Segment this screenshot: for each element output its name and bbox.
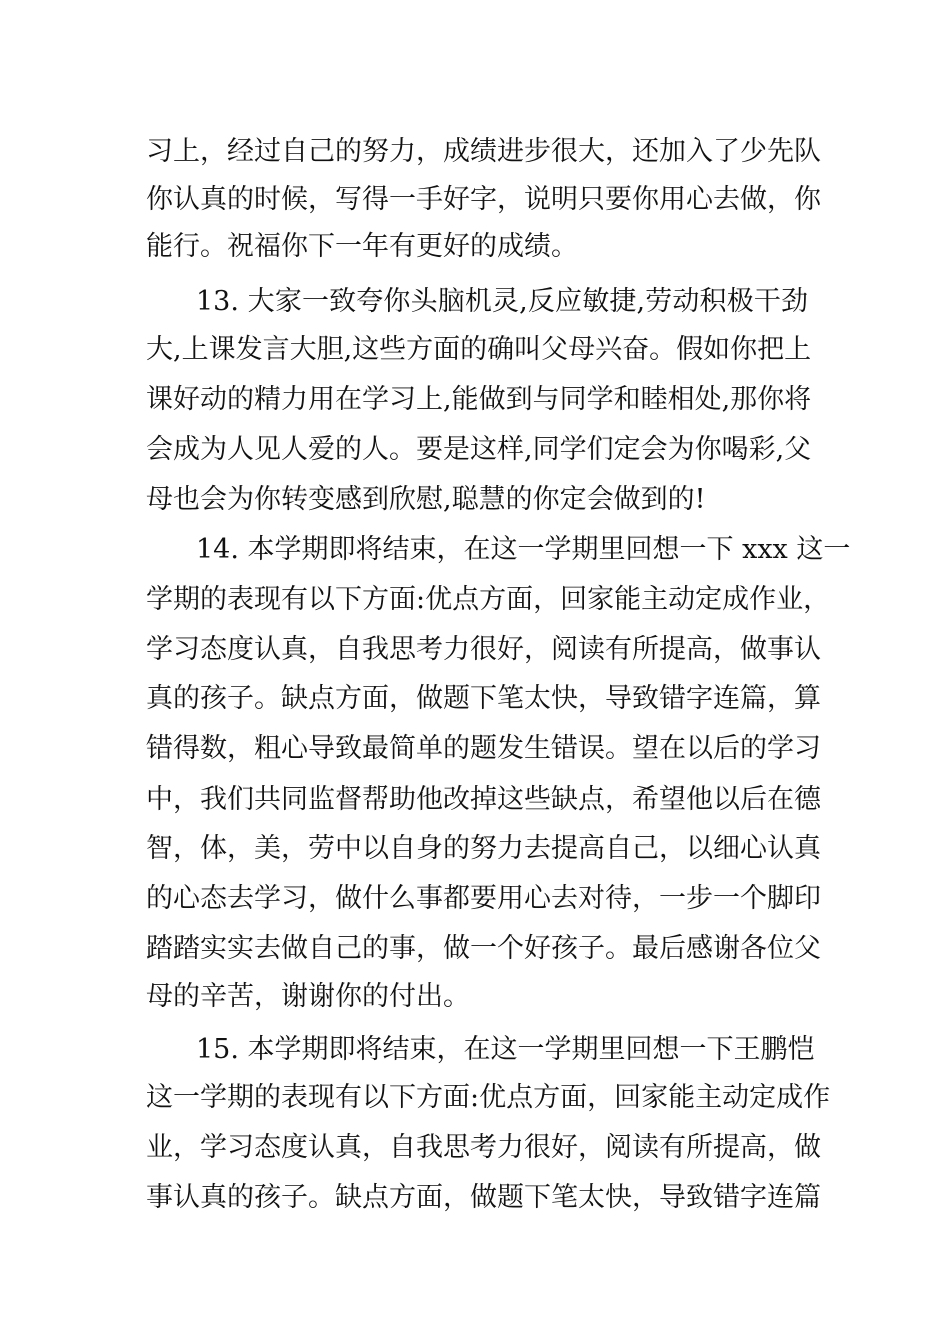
text-line-15: 智，体，美，劳中以自身的努力去提高自己，以细心认真 bbox=[146, 833, 821, 864]
text-line-16: 的心态去学习，做什么事都要用心去对待，一步一个脚印 bbox=[146, 883, 821, 914]
text-line-7: 会成为人见人爱的人。要是这样,同学们定会为你喝彩,父 bbox=[146, 434, 812, 465]
text-line-4: 13. 大家一致夸你头脑机灵,反应敏捷,劳动积极干劲 bbox=[196, 286, 808, 317]
text-line-12: 真的孩子。缺点方面，做题下笔太快，导致错字连篇，算 bbox=[146, 683, 821, 714]
text-line-11: 学习态度认真，自我思考力很好，阅读有所提高，做事认 bbox=[146, 634, 821, 665]
text-line-10: 学期的表现有以下方面:优点方面，回家能主动定成作业， bbox=[146, 584, 831, 615]
text-line-17: 踏踏实实去做自己的事，做一个好孩子。最后感谢各位父 bbox=[146, 933, 821, 964]
text-line-8: 母也会为你转变感到欣慰,聪慧的你定会做到的! bbox=[146, 484, 706, 515]
text-line-18: 母的辛苦，谢谢你的付出。 bbox=[146, 981, 470, 1012]
text-line-5: 大,上课发言大胆,这些方面的确叫父母兴奋。假如你把上 bbox=[146, 334, 812, 365]
text-line-9: 14. 本学期即将结束，在这一学期里回想一下 xxx 这一 bbox=[196, 534, 851, 565]
text-line-22: 事认真的孩子。缺点方面，做题下笔太快，导致错字连篇 bbox=[146, 1182, 821, 1213]
text-line-21: 业，学习态度认真，自我思考力很好，阅读有所提高，做 bbox=[146, 1132, 821, 1163]
text-line-6: 课好动的精力用在学习上,能做到与同学和睦相处,那你将 bbox=[146, 384, 812, 415]
text-line-20: 这一学期的表现有以下方面:优点方面，回家能主动定成作 bbox=[146, 1082, 831, 1113]
text-line-3: 能行。祝福你下一年有更好的成绩。 bbox=[146, 231, 578, 262]
text-line-14: 中，我们共同监督帮助他改掉这些缺点，希望他以后在德 bbox=[146, 784, 821, 815]
text-line-1: 习上，经过自己的努力，成绩进步很大，还加入了少先队 bbox=[146, 136, 821, 167]
text-line-13: 错得数，粗心导致最简单的题发生错误。望在以后的学习 bbox=[146, 733, 821, 764]
text-line-19: 15. 本学期即将结束，在这一学期里回想一下王鹏恺 bbox=[196, 1034, 815, 1065]
text-line-2: 你认真的时候，写得一手好字，说明只要你用心去做，你 bbox=[146, 184, 821, 215]
